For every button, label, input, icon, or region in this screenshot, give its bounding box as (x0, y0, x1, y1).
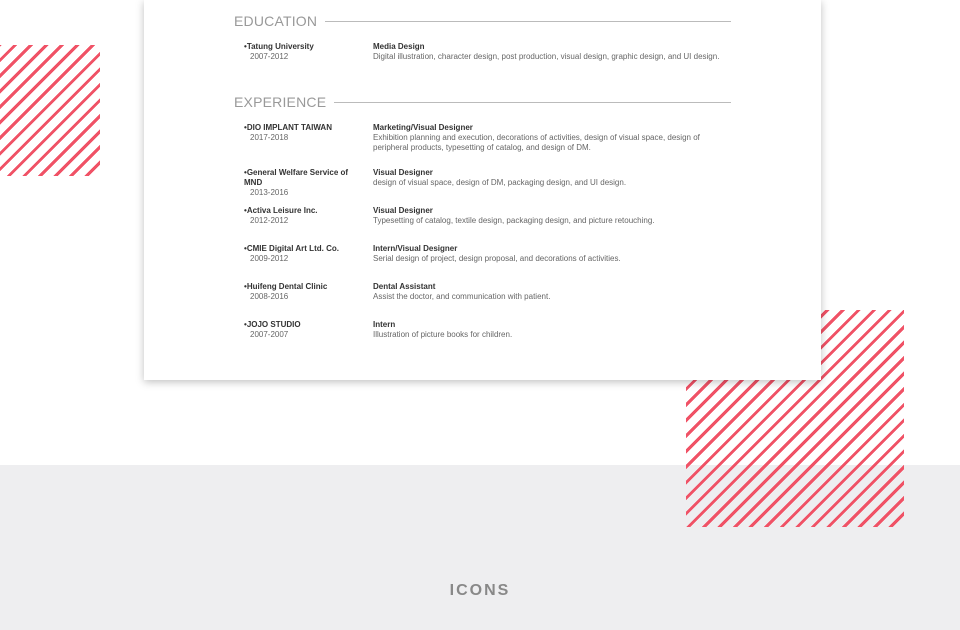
role: Visual Designer (373, 168, 433, 177)
icons-heading: ICONS (449, 582, 511, 599)
dates: 2007-2012 (250, 52, 289, 61)
org: • Huifeng Dental Clinic (244, 282, 364, 292)
org: • Activa Leisure Inc. (244, 206, 364, 216)
description: Exhibition planning and execution, decorations of activities, design of visual space, design of peripheral products, typesetting of catalog, and design of DM. (373, 133, 700, 152)
role: Intern (373, 320, 396, 329)
dates: 2008-2016 (250, 292, 289, 301)
org: • General Welfare Service of MND (244, 168, 364, 188)
org: • DIO IMPLANT TAIWAN (244, 123, 364, 133)
education-title: EDUCATION (234, 13, 318, 29)
org: • Tatung University (244, 42, 364, 52)
dates: 2012-2012 (250, 216, 289, 225)
role: Intern/Visual Designer (373, 244, 458, 253)
description: Assist the doctor, and communication with patient. (373, 292, 551, 301)
description: Illustration of picture books for children. (373, 330, 513, 339)
dates: 2013-2016 (250, 188, 289, 197)
experience-title: EXPERIENCE (234, 94, 327, 110)
role: Visual Designer (373, 206, 433, 215)
description: Digital illustration, character design, post production, visual design, graphic design, and UI design. (373, 52, 720, 61)
description: Serial design of project, design proposal, and decorations of activities. (373, 254, 621, 263)
divider (334, 102, 731, 103)
decorative-stripes-left (0, 45, 100, 176)
description: Typesetting of catalog, textile design, packaging design, and picture retouching. (373, 216, 655, 225)
dates: 2017-2018 (250, 133, 289, 142)
dates: 2007-2007 (250, 330, 289, 339)
education-header (234, 13, 731, 29)
org: • CMIE Digital Art Ltd. Co. (244, 244, 364, 254)
experience-header (234, 94, 731, 110)
role: Dental Assistant (373, 282, 436, 291)
role: Marketing/Visual Designer (373, 123, 473, 132)
role: Media Design (373, 42, 425, 51)
description: design of visual space, design of DM, packaging design, and UI design. (373, 178, 627, 187)
resume-card (144, 0, 821, 380)
divider (325, 21, 731, 22)
org: • JOJO STUDIO (244, 320, 364, 330)
dates: 2009-2012 (250, 254, 289, 263)
